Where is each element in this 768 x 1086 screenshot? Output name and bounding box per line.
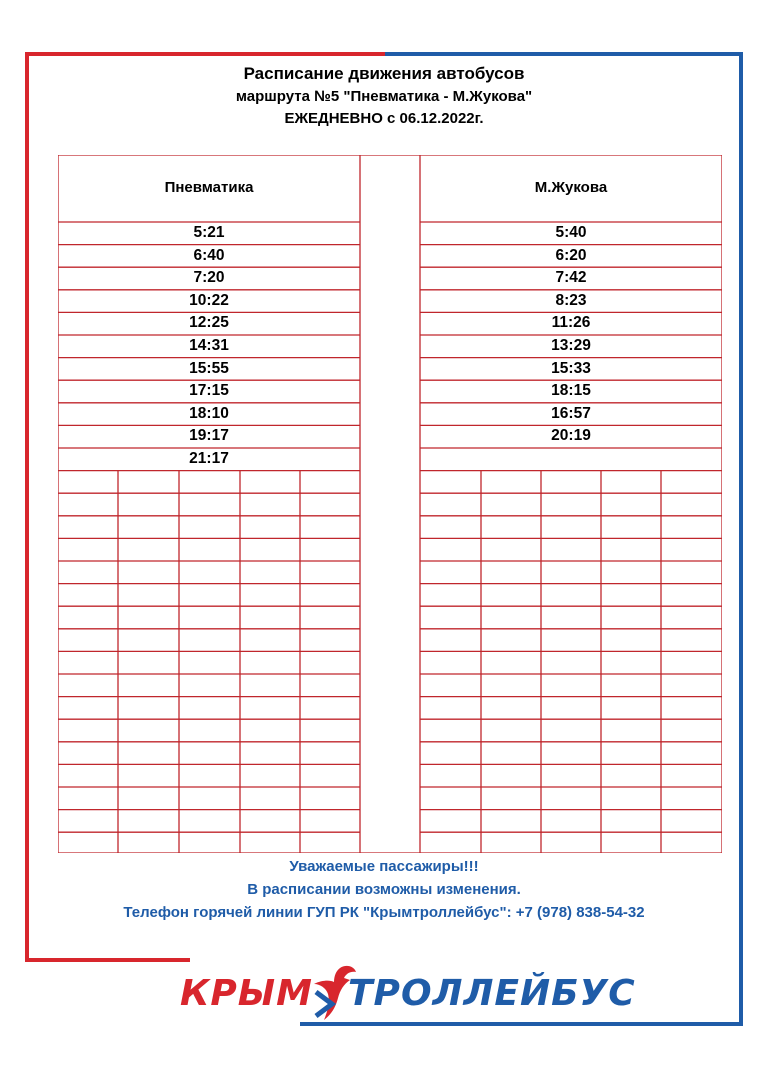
frame-right-blue [739, 52, 743, 1026]
notice-greeting: Уважаемые пассажиры!!! [289, 858, 479, 875]
frame-bottom-red [25, 958, 190, 962]
departure-time-pnevmatika: 19:17 [189, 427, 229, 445]
column-header-pnevmatika: Пневматика [164, 179, 254, 196]
schedule-header [0, 62, 768, 130]
departure-time-pnevmatika: 5:21 [193, 224, 225, 241]
departure-time-pnevmatika: 12:25 [189, 314, 229, 332]
departure-time-m-zhukova: 16:57 [551, 404, 591, 422]
departure-time-m-zhukova: 7:42 [555, 269, 587, 287]
frame-left-red [25, 52, 29, 962]
schedule-title: Расписание движения автобусов [243, 64, 525, 83]
frame-top-blue [385, 52, 743, 56]
departure-time-pnevmatika: 6:40 [193, 246, 225, 264]
departure-time-pnevmatika: 21:17 [189, 450, 229, 467]
departure-time-pnevmatika: 18:10 [189, 404, 229, 422]
departure-time-m-zhukova: 15:33 [551, 359, 591, 377]
departure-time-pnevmatika: 15:55 [189, 359, 229, 377]
departure-time-pnevmatika: 7:20 [193, 269, 225, 287]
column-header-m-zhukova: М.Жукова [534, 179, 608, 196]
departure-time-m-zhukova: 18:15 [551, 382, 591, 400]
logo-text-trolleybus: ТРОЛЛЕЙБУС [348, 973, 636, 1014]
notice-changes: В расписании возможны изменения. [247, 881, 521, 898]
departure-time-m-zhukova: 6:20 [555, 246, 587, 264]
notice-hotline: Телефон горячей линии ГУП РК "Крымтроллейбус": +7 (978) 838-54-32 [123, 904, 645, 921]
schedule-table [58, 155, 722, 853]
departure-time-m-zhukova: 5:40 [555, 224, 587, 241]
departure-time-m-zhukova: 11:26 [551, 314, 591, 332]
departure-time-m-zhukova: 20:19 [551, 427, 591, 445]
route-name: маршрута №5 "Пневматика - М.Жукова" [235, 88, 533, 105]
validity-date: ЕЖЕДНЕВНО с 06.12.2022г. [284, 110, 484, 127]
departure-time-m-zhukova: 13:29 [551, 337, 591, 354]
frame-top-red [25, 52, 385, 56]
departure-time-pnevmatika: 14:31 [189, 337, 229, 354]
departure-time-pnevmatika: 17:15 [189, 382, 229, 400]
departure-time-m-zhukova: 8:23 [555, 291, 587, 309]
logo-text-krym: КРЫМ [180, 973, 313, 1014]
krymtrolleybus-logo [180, 958, 636, 1028]
departure-time-pnevmatika: 10:22 [189, 291, 229, 309]
